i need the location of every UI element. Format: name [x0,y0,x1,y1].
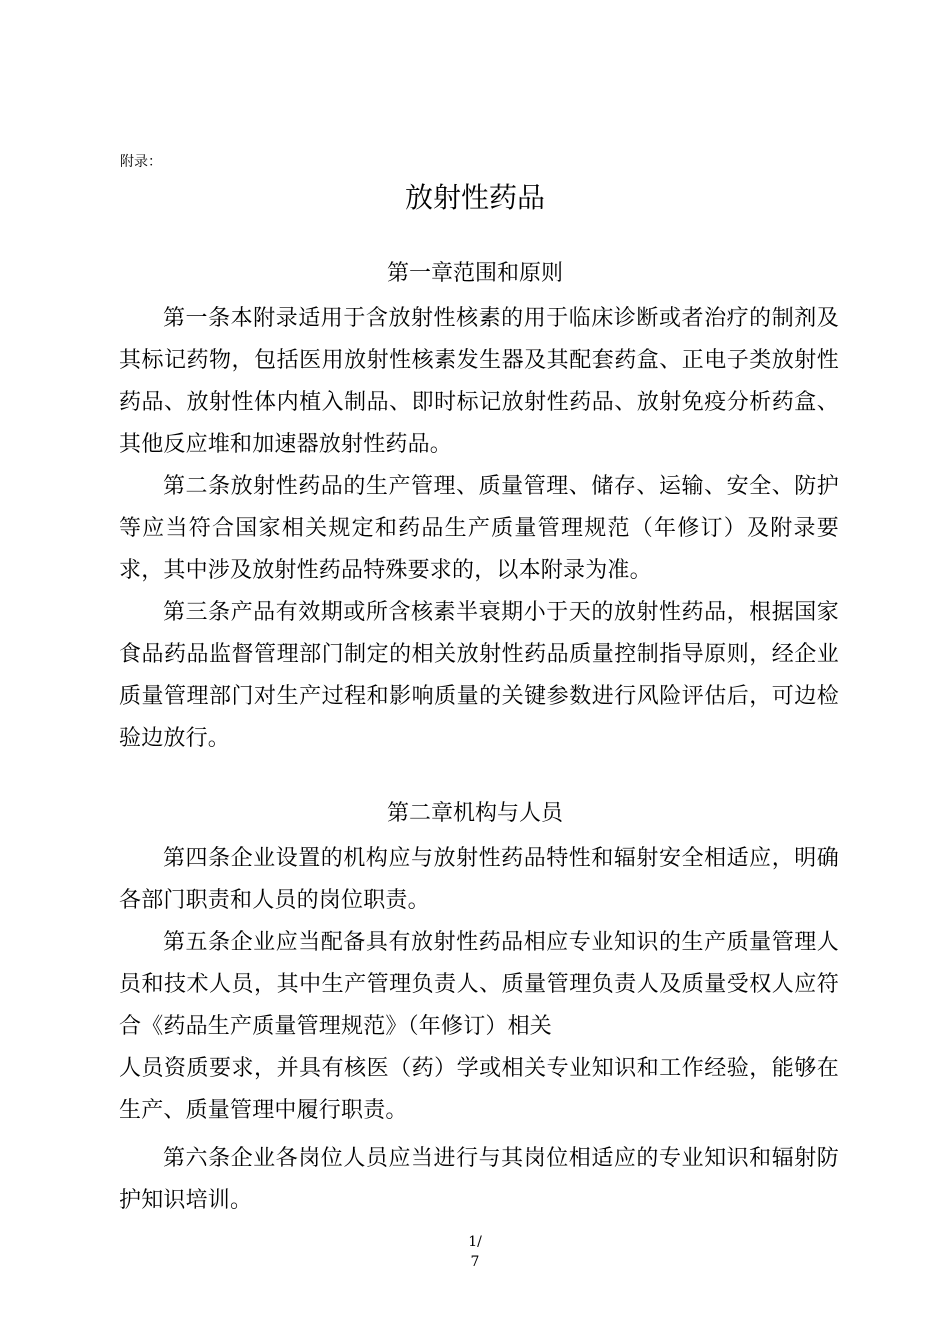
page-number [0,1232,950,1272]
article-5: 第五条企业应当配备具有放射性药品相应专业知识的生产质量管理人员和技术人员，其中生产管理负责人、质量管理负责人及质量受权人应符合《药品生产质量管理规范》（年修订）相关 [119,930,839,1039]
article-1: 第一条本附录适用于含放射性核素的用于临床诊断或者治疗的制剂及其标记药物，包括医用放射性核素发生器及其配套药盒、正电子类放射性药品、放射性体内植入制品、即时标记放射性药品、放射免疫分析药盒、其他反应堆和加速器放射性药品。 [119,306,839,457]
chapter1-heading: 第一章范围和原则 [386,261,563,286]
page-number-total: 7 [470,1254,480,1270]
chapter2-heading: 第二章机构与人员 [386,801,563,826]
article-4: 第四条企业设置的机构应与放射性药品特性和辐射安全相适应，明确各部门职责和人员的岗位职责。 [119,846,839,913]
article-2: 第二条放射性药品的生产管理、质量管理、储存、运输、安全、防护等应当符合国家相关规定和药品生产质量管理规范（年修订）及附录要求，其中涉及放射性药品特殊要求的，以本附录为准。 [119,474,839,583]
page-number-current: 1/ [468,1234,482,1250]
article-3: 第三条产品有效期或所含核素半衰期小于天的放射性药品，根据国家食品药品监督管理部门制定的相关放射性药品质量控制指导原则，经企业质量管理部门对生产过程和影响质量的关键参数进行风险评估后，可边检验边放行。 [119,600,839,751]
article-5-continuation: 人员资质要求，并具有核医（药）学或相关专业知识和工作经验，能够在生产、质量管理中履行职责。 [119,1056,839,1123]
article-6: 第六条企业各岗位人员应当进行与其岗位相适应的专业知识和辐射防护知识培训。 [119,1146,839,1213]
document-title: 放射性药品 [404,181,545,214]
appendix-label: 附录： [120,154,162,170]
